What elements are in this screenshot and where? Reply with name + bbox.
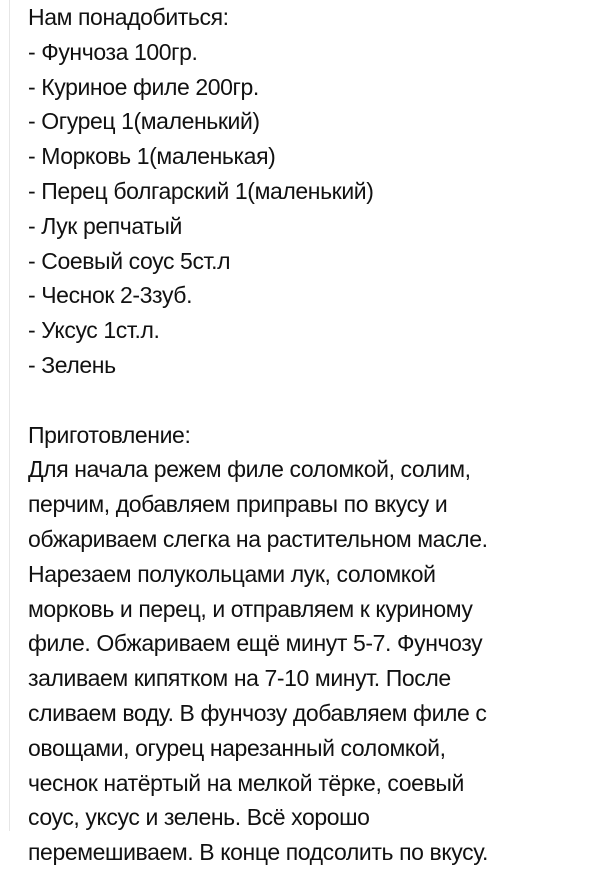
preparation-line: чеснок натёртый на мелкой тёрке, соевый bbox=[28, 769, 464, 796]
ingredient-item: - Перец болгарский 1(маленький) bbox=[28, 177, 374, 204]
ingredient-item: - Лук репчатый bbox=[28, 212, 182, 239]
preparation-line: обжариваем слегка на растительном масле. bbox=[28, 525, 488, 552]
preparation-line: овощами, огурец нарезанный соломкой, bbox=[28, 734, 446, 761]
preparation-line: морковь и перец, и отправляем к куриному bbox=[28, 595, 473, 622]
ingredient-item: - Уксус 1ст.л. bbox=[28, 317, 160, 344]
ingredient-item: - Морковь 1(маленькая) bbox=[28, 143, 276, 170]
ingredient-item: - Чеснок 2-3зуб. bbox=[28, 282, 193, 309]
ingredient-item: - Огурец 1(маленький) bbox=[28, 108, 260, 135]
preparation-heading: Приготовление: bbox=[28, 421, 191, 448]
preparation-line: Нарезаем полукольцами лук, соломкой bbox=[28, 560, 436, 587]
preparation-line: соус, уксус и зелень. Всё хорошо bbox=[28, 804, 370, 831]
recipe-text bbox=[28, 0, 593, 870]
paragraph-gap bbox=[28, 383, 593, 418]
preparation-line: перемешиваем. В конце подсолить по вкусу. bbox=[28, 839, 488, 866]
ingredient-item: - Соевый соус 5ст.л bbox=[28, 247, 231, 274]
preparation-line: заливаем кипятком на 7-10 минут. После bbox=[28, 665, 451, 692]
preparation-line: перчим, добавляем приправы по вкусу и bbox=[28, 491, 448, 518]
ingredient-item: - Зелень bbox=[28, 351, 116, 378]
quote-left-border bbox=[9, 0, 10, 831]
preparation-line: сливаем воду. В фунчозу добавляем филе с bbox=[28, 699, 487, 726]
preparation-line: Для начала режем филе соломкой, солим, bbox=[28, 456, 471, 483]
ingredient-item: - Фунчоза 100гр. bbox=[28, 38, 198, 65]
preparation-line: филе. Обжариваем ещё минут 5-7. Фунчозу bbox=[28, 630, 483, 657]
ingredients-heading: Нам понадобиться: bbox=[28, 4, 229, 30]
ingredient-item: - Куриное филе 200гр. bbox=[28, 73, 259, 100]
